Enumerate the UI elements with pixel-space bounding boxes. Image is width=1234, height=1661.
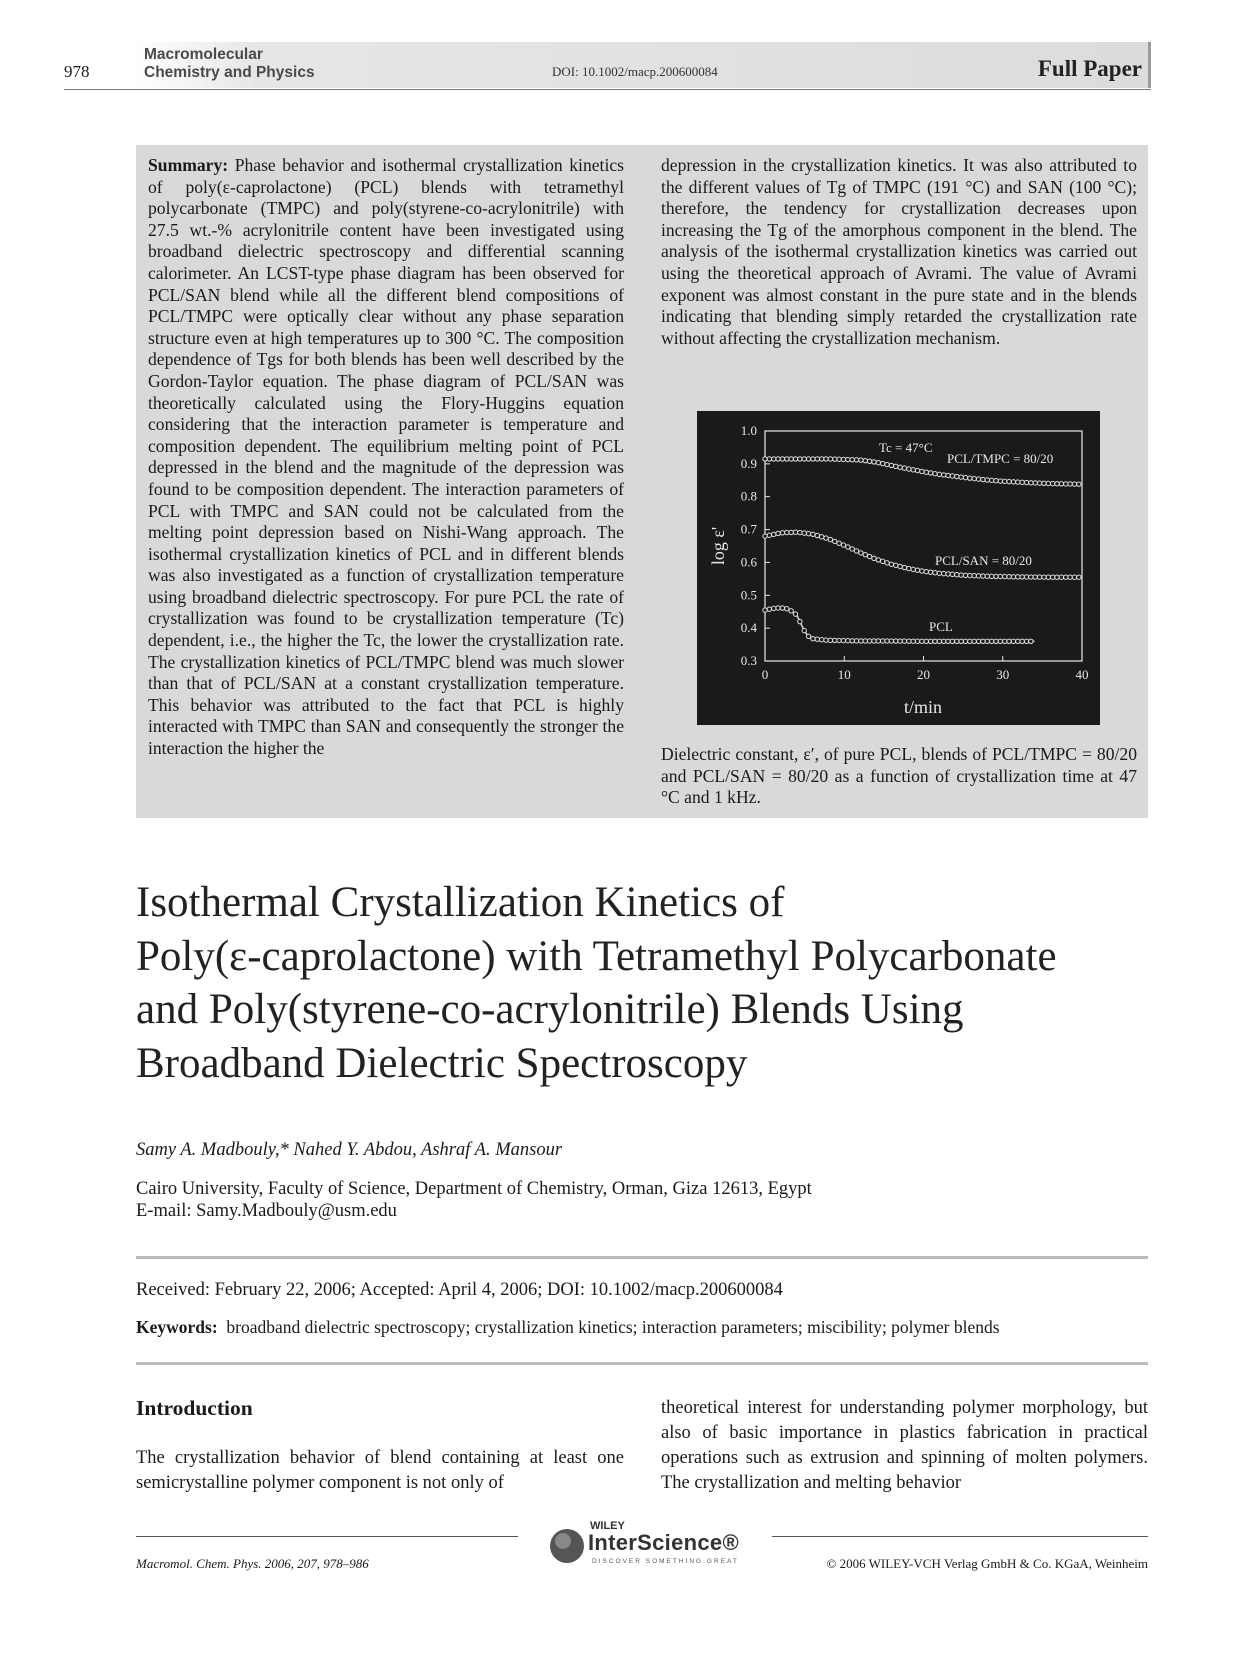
journal-name: Macromolecular Chemistry and Physics (144, 46, 315, 81)
data-point (763, 608, 767, 612)
series-label-san: PCL/SAN = 80/20 (935, 553, 1032, 568)
data-point (1029, 639, 1033, 643)
data-point (828, 537, 832, 541)
data-point (1016, 639, 1020, 643)
data-point (915, 639, 919, 643)
summary-left-column (148, 155, 624, 760)
data-point (785, 607, 789, 611)
data-point (798, 619, 802, 623)
data-point (806, 634, 810, 638)
data-point (928, 570, 932, 574)
section-rule (136, 1256, 1148, 1259)
data-point (819, 535, 823, 539)
data-point (1020, 480, 1024, 484)
data-point (824, 457, 828, 461)
data-point (907, 566, 911, 570)
y-tick-label: 0.4 (740, 620, 757, 636)
y-tick-label: 0.5 (740, 587, 757, 603)
data-point (846, 639, 850, 643)
figure-caption: Dielectric constant, ε′, of pure PCL, blends of PCL/TMPC = 80/20 and PCL/SAN = 80/20 as a function of crystallization time at 47 °C and 1 kHz. (661, 744, 1137, 808)
data-point (1003, 574, 1007, 578)
data-point (907, 639, 911, 643)
data-point (998, 479, 1002, 483)
data-point (989, 639, 993, 643)
data-point (802, 457, 806, 461)
data-point (985, 574, 989, 578)
data-point (776, 531, 780, 535)
data-point (885, 639, 889, 643)
keywords (136, 1317, 1000, 1338)
data-point (824, 536, 828, 540)
data-point (1024, 639, 1028, 643)
data-point (898, 564, 902, 568)
figure-chart (697, 411, 1100, 725)
logo-tagline: DISCOVER SOMETHING GREAT (592, 1558, 739, 1565)
data-point (819, 638, 823, 642)
data-point (1042, 575, 1046, 579)
data-point (833, 638, 837, 642)
data-point (785, 530, 789, 534)
data-point (955, 474, 959, 478)
data-point (959, 639, 963, 643)
data-point (876, 558, 880, 562)
data-point (946, 572, 950, 576)
data-point (942, 639, 946, 643)
data-point (780, 606, 784, 610)
y-tick-label: 0.9 (740, 455, 757, 471)
data-point (1011, 575, 1015, 579)
data-point (824, 638, 828, 642)
x-axis-label: t/min (903, 697, 943, 717)
data-point (1007, 479, 1011, 483)
data-point (1011, 480, 1015, 484)
data-point (767, 607, 771, 611)
data-point (863, 553, 867, 557)
x-tick-label: 10 (837, 667, 851, 682)
section-rule (136, 1362, 1148, 1365)
data-point (985, 639, 989, 643)
header-rule (64, 89, 1151, 90)
summary-left-text: Phase behavior and isothermal crystallization kinetics of poly(ε-caprolactone) (PCL) blends with tetramethyl polycarbonate (TMPC) and poly(styrene-co-acrylonitrile) with 27.5 wt.-% acrylonitrile content have been investigated using broadband dielectric spectroscopy and differential scanning calorimeter. An LCST-type phase diagram has been observed for PCL/SAN blend while all the different blend compositions of PCL/TMPC were optically clear without any phase separation structure even at high temperatures up to 300 °C. The composition dependence of Tgs for both blends has been well described by the Gordon-Taylor equation. The phase diagram of PCL/SAN was theoretically calculated using the Flory-Huggins equation considering that the interaction parameter is temperature and composition dependent. The equilibrium melting point of PCL depressed in the blend and the magnitude of the depression was found to be composition dependent. The interaction parameters of PCL with TMPC and SAN could not be calculated from the melting point depression based on Nishi-Wang approach. The isothermal crystallization kinetics of PCL and in different blends was also investigated as a function of crystallization temperature using broadband dielectric spectroscopy. For pure PCL the rate of crystallization was found to be crystallization temperature (Tc) dependent, i.e., the higher the Tc, the lower the crystallization rate. The crystallization kinetics of PCL/TMPC blend was much slower than that of PCL/SAN at a constant crystallization temperature. This behavior was attributed to the fact that PCL is highly interacted with TMPC than SAN and consequently the stronger the interaction the higher the (148, 155, 624, 759)
data-point (859, 551, 863, 555)
data-point (911, 468, 915, 472)
data-point (981, 639, 985, 643)
data-point (815, 533, 819, 537)
data-point (846, 545, 850, 549)
data-point (793, 612, 797, 616)
article-title: Isothermal Crystallization Kinetics of Poly(ε-caprolactone) with Tetramethyl Polycarbonate and Poly(styrene-co-acrylonitrile) Blends Using Broadband Dielectric Spectroscopy (136, 879, 1057, 1087)
data-point (767, 457, 771, 461)
y-tick-label: 0.6 (740, 554, 757, 570)
data-point (806, 531, 810, 535)
data-point (850, 457, 854, 461)
data-point (854, 458, 858, 462)
globe-highlight (555, 1533, 571, 1549)
data-point (998, 639, 1002, 643)
data-point (850, 639, 854, 643)
data-point (1024, 480, 1028, 484)
data-point (872, 460, 876, 464)
y-tick-label: 1.0 (740, 423, 757, 438)
data-point (1016, 575, 1020, 579)
data-point (1029, 575, 1033, 579)
received-dates: Received: February 22, 2006; Accepted: April 4, 2006; DOI: 10.1002/macp.200600084 (136, 1280, 783, 1300)
data-point (828, 638, 832, 642)
data-point (833, 457, 837, 461)
data-point (1029, 481, 1033, 485)
data-point (833, 539, 837, 543)
authors: Samy A. Madbouly,* Nahed Y. Abdou, Ashraf A. Mansour (136, 1140, 563, 1160)
email-line: E-mail: Samy.Madbouly@usm.edu (136, 1201, 397, 1221)
data-point (802, 531, 806, 535)
data-point (1007, 574, 1011, 578)
data-point (915, 568, 919, 572)
data-point (994, 574, 998, 578)
data-point (828, 457, 832, 461)
data-point (976, 477, 980, 481)
data-point (780, 457, 784, 461)
data-point (863, 639, 867, 643)
introduction-left-text: The crystallization behavior of blend containing at least one semicrystalline polymer component is not only of (136, 1448, 624, 1493)
data-point (1055, 575, 1059, 579)
data-point (885, 462, 889, 466)
data-point (1072, 482, 1076, 486)
data-point (1024, 575, 1028, 579)
data-point (880, 639, 884, 643)
data-point (924, 639, 928, 643)
data-point (902, 466, 906, 470)
data-point (902, 565, 906, 569)
data-point (811, 532, 815, 536)
data-point (1068, 575, 1072, 579)
data-point (920, 469, 924, 473)
data-point (837, 541, 841, 545)
series-label-tmpc: PCL/TMPC = 80/20 (947, 451, 1054, 466)
data-point (985, 478, 989, 482)
data-point (902, 639, 906, 643)
data-point (937, 639, 941, 643)
data-point (859, 639, 863, 643)
data-point (1055, 482, 1059, 486)
data-point (889, 562, 893, 566)
x-tick-label: 0 (761, 667, 769, 682)
data-point (994, 479, 998, 483)
data-point (942, 571, 946, 575)
data-point (785, 457, 789, 461)
data-point (933, 471, 937, 475)
logo-wiley: WILEY (590, 1520, 625, 1532)
data-point (846, 457, 850, 461)
page-number: 978 (64, 62, 90, 81)
data-point (898, 639, 902, 643)
data-point (1072, 575, 1076, 579)
data-point (968, 573, 972, 577)
data-point (981, 574, 985, 578)
data-point (976, 574, 980, 578)
keywords-text: broadband dielectric spectroscopy; crystallization kinetics; interaction parameters; miscibility; polymer blends (226, 1317, 1000, 1337)
data-point (798, 457, 802, 461)
data-point (959, 475, 963, 479)
data-point (876, 639, 880, 643)
data-point (981, 477, 985, 481)
data-point (894, 464, 898, 468)
x-tick-label: 20 (917, 667, 930, 682)
data-point (802, 628, 806, 632)
data-point (772, 606, 776, 610)
data-point (854, 549, 858, 553)
data-point (815, 637, 819, 641)
data-point (963, 639, 967, 643)
data-point (1016, 480, 1020, 484)
data-point (963, 573, 967, 577)
data-point (959, 573, 963, 577)
summary-label: Summary: (148, 155, 229, 175)
summary-right-text: depression in the crystallization kinetics. It was also attributed to the different values of Tg of TMPC (191 °C) and SAN (100 °C); therefore, the tendency for crystallization decreases upon increasing the Tg of the amorphous component in the blend. The analysis of the isothermal crystallization kinetics was carried out using the theoretical approach of Avrami. The value of Avrami exponent was almost constant in the pure state and in the blends indicating that blending simply retarded the crystallization rate without affecting the crystallization mechanism. (661, 155, 1137, 348)
data-point (937, 472, 941, 476)
data-point (1033, 575, 1037, 579)
data-point (994, 639, 998, 643)
y-tick-label: 0.8 (740, 488, 757, 504)
data-point (767, 533, 771, 537)
data-point (950, 639, 954, 643)
y-tick-label: 0.3 (740, 653, 757, 668)
data-point (950, 572, 954, 576)
data-point (998, 574, 1002, 578)
data-point (772, 532, 776, 536)
data-point (968, 639, 972, 643)
data-point (1064, 482, 1068, 486)
data-point (867, 459, 871, 463)
data-point (907, 467, 911, 471)
data-point (972, 476, 976, 480)
data-point (894, 639, 898, 643)
keywords-label: Keywords: (136, 1317, 218, 1337)
data-point (928, 639, 932, 643)
data-point (837, 638, 841, 642)
footer-citation-text: Macromol. Chem. Phys. 2006, 207, 978–986 (136, 1556, 369, 1571)
footer-citation (136, 1556, 369, 1572)
data-point (806, 457, 810, 461)
header-doi: DOI: 10.1002/macp.200600084 (552, 64, 718, 79)
data-point (1050, 575, 1054, 579)
data-point (1037, 575, 1041, 579)
data-point (889, 463, 893, 467)
chart-svg (697, 411, 1100, 725)
data-point (789, 609, 793, 613)
data-point (837, 457, 841, 461)
data-point (955, 573, 959, 577)
x-tick-label: 40 (1075, 667, 1089, 682)
data-point (920, 639, 924, 643)
data-point (1050, 481, 1054, 485)
data-point (780, 531, 784, 535)
data-point (972, 639, 976, 643)
paper-type: Full Paper (1037, 56, 1142, 81)
chart-annotation: Tc = 47°C (879, 440, 933, 455)
data-point (815, 457, 819, 461)
data-point (946, 473, 950, 477)
data-point (1064, 575, 1068, 579)
data-point (1003, 479, 1007, 483)
data-point (1033, 481, 1037, 485)
data-point (911, 639, 915, 643)
footer-copyright: © 2006 WILEY-VCH Verlag GmbH & Co. KGaA, Weinheim (826, 1556, 1148, 1571)
data-point (920, 569, 924, 573)
data-point (776, 606, 780, 610)
data-point (989, 574, 993, 578)
data-point (1046, 481, 1050, 485)
data-point (841, 543, 845, 547)
data-point (1011, 639, 1015, 643)
data-point (1077, 482, 1081, 486)
data-point (811, 457, 815, 461)
introduction-right-text: theoretical interest for understanding polymer morphology, but also of basic importance in plastics fabrication in practical operations such as extrusion and spinning of molten polymers. The crystallization and melting behavior (661, 1398, 1148, 1493)
footer-rule (136, 1536, 518, 1537)
data-point (776, 457, 780, 461)
data-point (850, 547, 854, 551)
data-point (968, 476, 972, 480)
data-point (894, 563, 898, 567)
y-tick-label: 0.7 (740, 521, 757, 537)
affiliation-line: Cairo University, Faculty of Science, Department of Chemistry, Orman, Giza 12613, Egypt (136, 1179, 812, 1199)
data-point (872, 556, 876, 560)
data-point (1042, 481, 1046, 485)
data-point (942, 473, 946, 477)
data-point (854, 639, 858, 643)
data-point (889, 639, 893, 643)
data-point (789, 457, 793, 461)
data-point (841, 457, 845, 461)
data-point (811, 637, 815, 641)
data-point (859, 458, 863, 462)
data-point (763, 457, 767, 461)
data-point (898, 465, 902, 469)
logo-interscience: InterScience® (588, 1530, 739, 1555)
data-point (1046, 575, 1050, 579)
series-label-pcl: PCL (929, 619, 953, 634)
data-point (1020, 575, 1024, 579)
data-point (950, 474, 954, 478)
data-point (772, 457, 776, 461)
data-point (946, 639, 950, 643)
data-point (798, 530, 802, 534)
data-point (1020, 639, 1024, 643)
data-point (989, 478, 993, 482)
data-point (1037, 481, 1041, 485)
data-point (911, 567, 915, 571)
affiliation (136, 1178, 812, 1222)
data-point (763, 534, 767, 538)
data-point (863, 458, 867, 462)
data-point (963, 475, 967, 479)
data-point (1007, 639, 1011, 643)
data-point (1059, 482, 1063, 486)
data-point (1059, 575, 1063, 579)
data-point (972, 574, 976, 578)
data-point (915, 468, 919, 472)
data-point (933, 571, 937, 575)
data-point (937, 571, 941, 575)
data-point (976, 639, 980, 643)
data-point (1068, 482, 1072, 486)
data-point (955, 639, 959, 643)
y-axis-label: log ε' (708, 526, 728, 566)
data-point (924, 470, 928, 474)
data-point (880, 461, 884, 465)
data-point (867, 639, 871, 643)
data-point (876, 461, 880, 465)
introduction-heading: Introduction (136, 1396, 253, 1420)
data-point (819, 457, 823, 461)
data-point (1003, 639, 1007, 643)
footer-rule (772, 1536, 1148, 1537)
data-point (793, 457, 797, 461)
x-tick-label: 30 (996, 667, 1010, 682)
data-point (841, 638, 845, 642)
data-point (872, 639, 876, 643)
data-point (867, 554, 871, 558)
data-point (1077, 575, 1081, 579)
data-point (793, 530, 797, 534)
data-point (933, 639, 937, 643)
data-point (789, 530, 793, 534)
data-point (928, 471, 932, 475)
data-point (885, 561, 889, 565)
data-point (924, 569, 928, 573)
data-point (880, 559, 884, 563)
